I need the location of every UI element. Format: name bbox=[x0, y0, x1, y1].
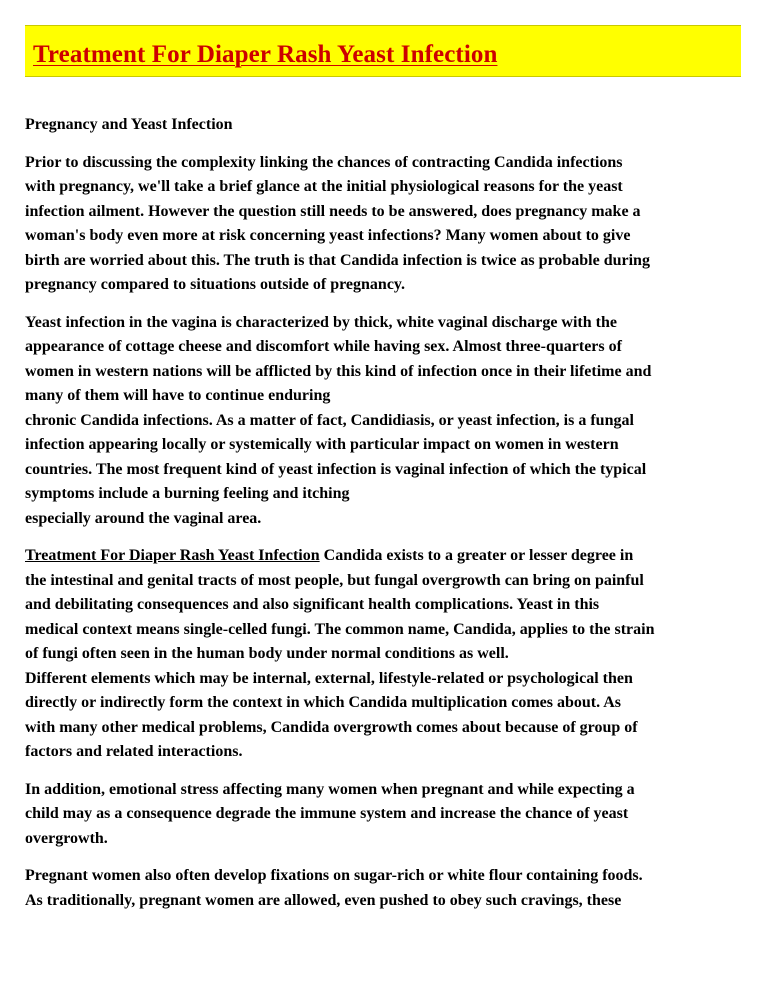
paragraph-line bbox=[25, 544, 741, 569]
paragraph-line: the intestinal and genital tracts of most people, but fungal overgrowth can bring on painful bbox=[25, 571, 644, 589]
paragraph-line: woman's body even more at risk concerning yeast infections? Many women about to give bbox=[25, 227, 631, 244]
paragraph-line: medical context means single-celled fungi. The common name, Candida, applies to the strain bbox=[25, 620, 655, 638]
paragraph-1 bbox=[25, 151, 741, 298]
paragraph-text: Candida exists to a greater or lesser degree in bbox=[319, 547, 634, 564]
paragraph-line: symptoms include a burning feeling and itching bbox=[25, 485, 350, 502]
paragraph-line: women in western nations will be afflicted by this kind of infection once in their lifetime and bbox=[25, 362, 652, 380]
paragraph-line: Pregnant women also often develop fixations on sugar-rich or white flour containing foods. bbox=[25, 867, 643, 884]
paragraph-line: many of them will have to continue enduring bbox=[25, 387, 331, 404]
paragraph-line: infection ailment. However the question still needs to be answered, does pregnancy make a bbox=[25, 202, 641, 220]
paragraph-line: with many other medical problems, Candida overgrowth comes about because of group of bbox=[25, 718, 638, 736]
paragraph-line: child may as a consequence degrade the immune system and increase the chance of yeast bbox=[25, 805, 629, 822]
paragraph-line: birth are worried about this. The truth is that Candida infection is twice as probable during bbox=[25, 251, 650, 269]
title-link[interactable]: Treatment For Diaper Rash Yeast Infection bbox=[25, 547, 320, 564]
paragraph-line: As traditionally, pregnant women are allowed, even pushed to obey such cravings, these bbox=[25, 891, 622, 909]
paragraph-line: overgrowth. bbox=[25, 829, 108, 847]
paragraph-line: countries. The most frequent kind of yeast infection is vaginal infection of which the typical bbox=[25, 460, 647, 478]
document-title[interactable]: Treatment For Diaper Rash Yeast Infection bbox=[33, 41, 498, 68]
paragraph-2 bbox=[25, 311, 741, 532]
paragraph-line: chronic Candida infections. As a matter of fact, Candidiasis, or yeast infection, is a fungal bbox=[25, 411, 634, 429]
paragraph-line: especially around the vaginal area. bbox=[25, 509, 262, 527]
paragraph-3 bbox=[25, 544, 741, 765]
section-heading bbox=[25, 113, 741, 138]
heading-text: Pregnancy and Yeast Infection bbox=[25, 116, 233, 133]
paragraph-line: Different elements which may be internal, external, lifestyle-related or psychological then bbox=[25, 669, 633, 687]
paragraph-5 bbox=[25, 864, 741, 913]
paragraph-4 bbox=[25, 778, 741, 852]
paragraph-line: infection appearing locally or systemically with particular impact on women in western bbox=[25, 436, 619, 453]
paragraph-line: In addition, emotional stress affecting many women when pregnant and while expecting a bbox=[25, 780, 635, 798]
paragraph-line: factors and related interactions. bbox=[25, 743, 243, 760]
paragraph-line: pregnancy compared to situations outside of pregnancy. bbox=[25, 276, 406, 293]
paragraph-line: with pregnancy, we'll take a brief glance at the initial physiological reasons for the yeast bbox=[25, 178, 623, 195]
document-body bbox=[25, 113, 741, 926]
title-banner bbox=[25, 25, 741, 77]
paragraph-line: Yeast infection in the vagina is characterized by thick, white vaginal discharge with the bbox=[25, 313, 617, 331]
paragraph-line: of fungi often seen in the human body under normal conditions as well. bbox=[25, 645, 509, 662]
paragraph-line: appearance of cottage cheese and discomfort while having sex. Almost three-quarters of bbox=[25, 338, 622, 355]
paragraph-line: directly or indirectly form the context in which Candida multiplication comes about. As bbox=[25, 694, 621, 711]
paragraph-line: Prior to discussing the complexity linking the chances of contracting Candida infections bbox=[25, 153, 623, 171]
paragraph-line: and debilitating consequences and also significant health complications. Yeast in this bbox=[25, 596, 600, 613]
